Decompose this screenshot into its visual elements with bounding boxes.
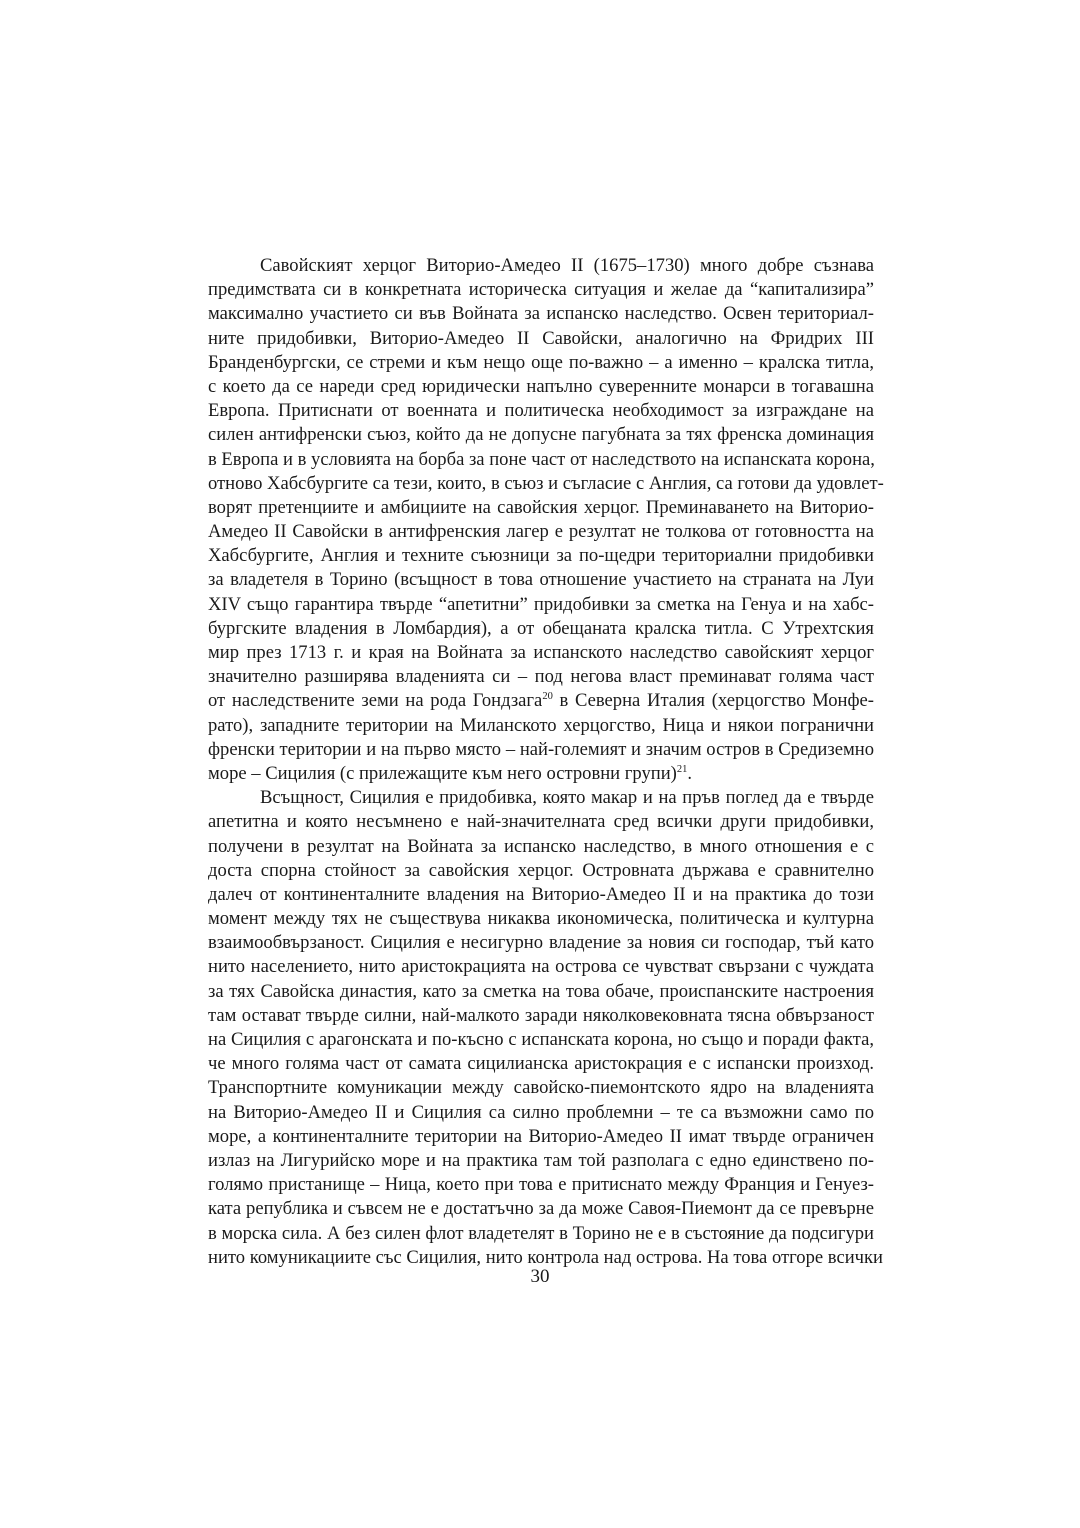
text-line: с което да се нареди сред юридически напълно суверенните монарси в тогавашна (208, 375, 874, 397)
text-line: XIV също гарантира твърде “апетитни” придобивки за сметка на Генуа и на хабс- (208, 593, 874, 615)
text-line: силен антифренски съюз, който да не допусне пагубната за тях френска доминация (208, 424, 874, 446)
text-line: Савойският херцог Виторио-Амедео II (1675–1730) много добре съзнава (260, 255, 874, 276)
text-line: получени в резултат на Войната за испанско наследство, в много отношения е с (208, 835, 874, 857)
text-segment: от наследствените земи на рода Гондзага (208, 690, 543, 712)
text-line: на Сицилия с арагонската и по-късно с испанската корона, но също и поради факта, (208, 1029, 874, 1050)
text-line: рато), западните територии на Миланското херцогство, Ница и някои погранични (208, 714, 874, 736)
footnote-ref: 20 (542, 691, 553, 703)
text-line: в морска сила. А без силен флот владетелят в Торино не е в състояние да подсигури (208, 1222, 874, 1244)
text-line: ните придобивки, Виторио-Амедео II Савойски, аналогично на Фридрих III (208, 327, 874, 349)
page-number: 30 (530, 1266, 550, 1287)
text-line: в Европа и в условията на борба за поне част от наследството на испанската корона, (208, 448, 875, 470)
text-line: бургските владения в Ломбардия), а от обещаната кралска титла. С Утрехтския (208, 617, 874, 639)
text-line: Амедео II Савойски в антифренския лагер е резултат не толкова от готовността на (208, 521, 874, 543)
text-line: Бранденбургски, се стреми и към нещо още по-важно – а именно – кралска титла, (208, 351, 874, 373)
text-line: момент между тях не съществува никаква икономическа, политическа и културна (208, 908, 874, 930)
text-line: море, а континенталните територии на Виторио-Амедео II имат твърде ограничен (208, 1125, 874, 1147)
text-line: голямо пристанище – Ница, което при това е притиснато между Франция и Генуез- (208, 1174, 874, 1196)
text-line: ворят претенциите и амбициите на савойския херцог. Преминаването на Виторио- (208, 496, 874, 518)
text-line: предимствата си в конкретната историческа ситуация и желае да “капитализира” (208, 279, 874, 301)
text-line: на Виторио-Амедео II и Сицилия са силно проблемни – те са възможни само по (208, 1101, 874, 1123)
text-line: доста спорна стойност за савойския херцог. Островната държава е сравнително (208, 859, 874, 881)
text-line: излаз на Лигурийско море и на практика там той разполага с едно единствено по- (208, 1149, 874, 1171)
text-line: Хабсбургите, Англия и техните съюзници за по-щедри териториални придобивки (208, 545, 874, 567)
text-segment: в Северна Италия (херцогство Монфе- (552, 690, 874, 712)
text-line-with-footnote (208, 762, 874, 786)
body-text (208, 254, 884, 1270)
text-line: че много голяма част от самата сицилианска аристокрация е с испански произход. (208, 1053, 874, 1075)
text-line-with-footnote (208, 689, 874, 713)
text-line: за владетеля в Торино (всъщност в това отношение участието на страната на Луи (208, 569, 874, 591)
text-line: значително разширява владенията си – под негова власт преминават голяма част (208, 666, 874, 688)
text-line: мир през 1713 г. и края на Войната за испанското наследство савойският херцог (208, 642, 874, 663)
text-line: там остават твърде силни, най-малкото заради няколковековната тясна обвързаност (208, 1004, 874, 1026)
text-line: Транспортните комуникации между савойско-пиемонтското ядро на владенията (208, 1077, 874, 1099)
text-segment: море – Сицилия (с прилежащите към него островни групи) (208, 762, 677, 784)
text-line: апетитна и която несъмнено е най-значителната сред всички други придобивки, (208, 811, 874, 833)
text-line: Всъщност, Сицилия е придобивка, която макар и на пръв поглед да е твърде (260, 787, 874, 809)
text-line: за тях Савойска династия, като за сметка на това обаче, происпанските настроения (208, 980, 874, 1002)
text-segment: . (687, 762, 692, 784)
text-line: далеч от континенталните владения на Виторио-Амедео II и на практика до този (208, 883, 874, 905)
text-line: Европа. Притиснати от военната и политическа необходимост за изграждане на (208, 400, 874, 422)
text-line: максимално участието си във Войната за испанско наследство. Освен териториал- (208, 303, 874, 325)
footnote-ref: 21 (676, 763, 688, 775)
text-line: взаимообвързаност. Сицилия е несигурно владение за новия си господар, тъй като (208, 932, 874, 954)
text-line: нито комуникациите със Сицилия, нито контрола над острова. На това отгоре всички (208, 1246, 883, 1268)
text-line: френски територии и на първо място – най-големият и значим остров в Средиземно (208, 738, 874, 760)
text-line: ката република и съвсем не е достатъчно за да може Савоя-Пиемонт да се превърне (208, 1198, 874, 1220)
text-line: нито населението, нито аристокрацията на острова се чувстват свързани с чуждата (208, 956, 874, 978)
text-line: отново Хабсбургите са тези, които, в съюз и съгласие с Англия, са готови да удовлет- (208, 472, 884, 494)
